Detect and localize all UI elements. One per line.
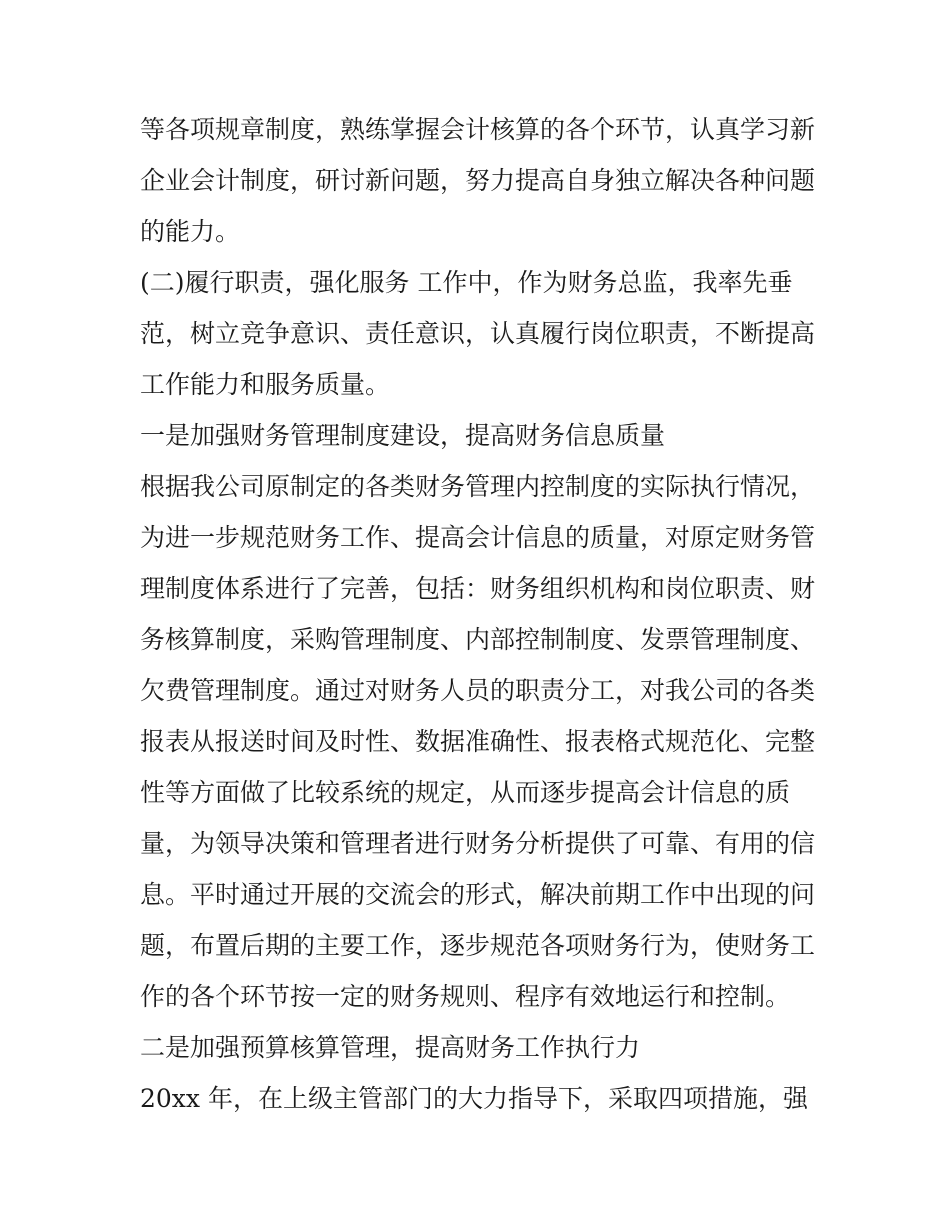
text-line: 息。平时通过开展的交流会的形式，解决前期工作中出现的问 (140, 880, 816, 909)
text-line: 报表从报送时间及时性、数据准确性、报表格式规范化、完整 (140, 727, 816, 756)
text-line: 的能力。 (140, 217, 241, 246)
text-line: 理制度体系进行了完善，包括：财务组织机构和岗位职责、财 (140, 574, 816, 603)
text-line: 欠费管理制度。通过对财务人员的职责分工，对我公司的各类 (140, 676, 816, 705)
text-line: 务核算制度，采购管理制度、内部控制制度、发票管理制度、 (140, 625, 816, 654)
text-line: 题，布置后期的主要工作，逐步规范各项财务行为，使财务工 (140, 931, 816, 960)
section-heading-line: (二)履行职责，强化服务 工作中，作为财务总监，我率先垂 (140, 268, 793, 297)
subheading-line: 一是加强财务管理制度建设，提高财务信息质量 (140, 421, 666, 450)
text-line: 作的各个环节按一定的财务规则、程序有效地运行和控制。 (140, 982, 791, 1011)
text-line: 量，为领导决策和管理者进行财务分析提供了可靠、有用的信 (140, 829, 816, 858)
text-line: 范，树立竞争意识、责任意识，认真履行岗位职责，不断提高 (140, 319, 816, 348)
text-line: 为进一步规范财务工作、提高会计信息的质量，对原定财务管 (140, 523, 816, 552)
document-body (140, 104, 820, 1124)
text-line: 工作能力和服务质量。 (140, 370, 391, 399)
text-line: 根据我公司原制定的各类财务管理内控制度的实际执行情况， (140, 472, 816, 501)
text-line: 等各项规章制度，熟练掌握会计核算的各个环节，认真学习新 (140, 115, 816, 144)
subheading-line: 二是加强预算核算管理，提高财务工作执行力 (140, 1033, 641, 1062)
text-line: 20xx 年，在上级主管部门的大力指导下，采取四项措施，强 (140, 1084, 808, 1113)
text-line: 企业会计制度，研讨新问题，努力提高自身独立解决各种问题 (140, 166, 816, 195)
text-line: 性等方面做了比较系统的规定，从而逐步提高会计信息的质 (140, 778, 791, 807)
